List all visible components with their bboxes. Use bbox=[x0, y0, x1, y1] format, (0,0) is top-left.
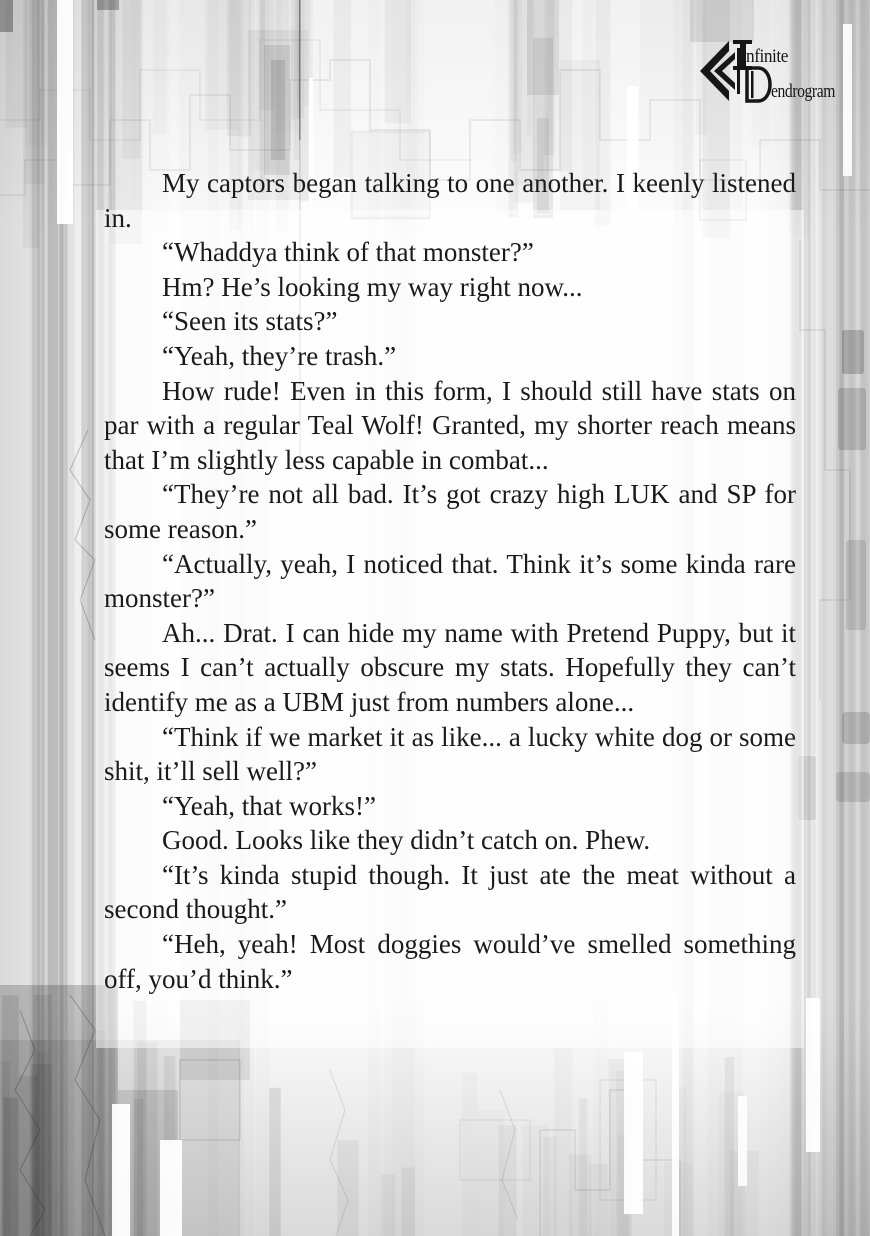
logo-text-infinite: nfinite bbox=[746, 46, 789, 67]
paragraph: My captors began talking to one another. I keenly listened in. bbox=[104, 168, 796, 233]
infinite-dendrogram-logo bbox=[696, 26, 848, 114]
paragraph: Hm? He’s looking my way right now... bbox=[162, 271, 583, 302]
paragraph: “Whaddya think of that monster?” bbox=[162, 237, 534, 268]
paragraph: “Yeah, that works!” bbox=[162, 790, 376, 821]
paragraph: “Actually, yeah, I noticed that. Think it’s some kinda rare monster?” bbox=[104, 548, 796, 614]
paragraph: How rude! Even in this form, I should still have stats on par with a regular Teal Wolf! Granted, my shorter reach means that I’m slightly less capable in combat... bbox=[104, 375, 796, 475]
paragraph: Ah... Drat. I can hide my name with Pretend Puppy, but it seems I can’t actually obscure my stats. Hopefully they can’t identify me as a UBM just from numbers alone... bbox=[104, 617, 796, 717]
page-text bbox=[104, 166, 796, 996]
paragraph: “Yeah, they’re trash.” bbox=[162, 340, 397, 371]
paragraph: Good. Looks like they didn’t catch on. Phew. bbox=[162, 825, 651, 856]
paragraph: “They’re not all bad. It’s got crazy high LUK and SP for some reason.” bbox=[104, 479, 796, 544]
logo-letter-d bbox=[747, 68, 770, 101]
paragraph: “Think if we market it as like... a lucky white dog or some shit, it’ll sell well?” bbox=[104, 721, 796, 787]
paragraph: “It’s kinda stupid though. It just ate the meat without a second thought.” bbox=[104, 859, 796, 925]
paragraph: “Seen its stats?” bbox=[162, 306, 338, 337]
logo-text-dendrogram: endrogram bbox=[771, 81, 836, 102]
paragraph: “Heh, yeah! Most doggies would’ve smelled something off, you’d think.” bbox=[104, 929, 796, 994]
